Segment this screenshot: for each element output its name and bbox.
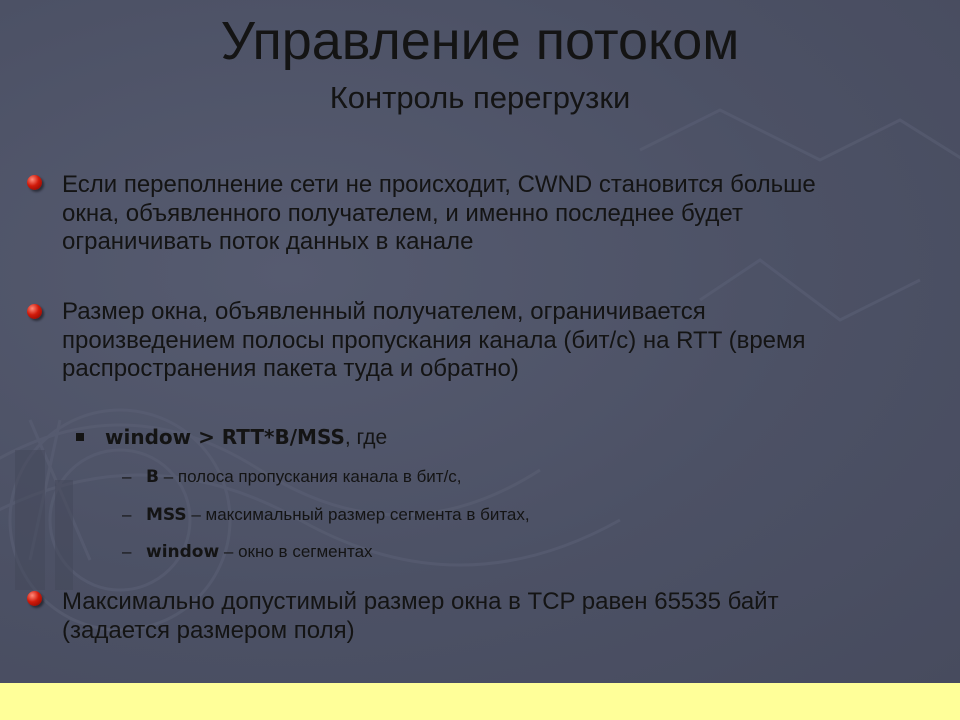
definition-term: window <box>146 542 220 562</box>
bullet-paragraph-3 <box>62 588 932 645</box>
formula-line <box>105 424 387 451</box>
bullet-3-line-2: (задается размером поля) <box>62 616 355 644</box>
bullet-2-line-2: произведением полосы пропускания канала (бит/с) на RTT (время <box>62 326 806 354</box>
definition-text: – окно в сегментах <box>219 542 373 561</box>
bullet-1-line-2: окна, объявленного получателем, и именно последнее будет <box>62 199 743 227</box>
slide-title: Управление потоком <box>220 11 740 71</box>
formula-expression: window > RTT*B/MSS <box>105 425 345 449</box>
dash-bullet: – <box>122 467 132 486</box>
bullet-3-line-1: Максимально допустимый размер окна в TCP равен 65535 байт <box>62 588 779 615</box>
red-ball-bullet-icon <box>27 304 42 319</box>
bullet-paragraph-1 <box>62 171 932 257</box>
definition-b <box>146 466 462 488</box>
definition-mss <box>146 504 530 526</box>
dash-bullet: – <box>122 505 132 524</box>
red-ball-bullet-icon <box>27 591 42 606</box>
bullet-1-line-3: ограничивать поток данных в канале <box>62 228 474 255</box>
definition-text: – максимальный размер сегмента в битах, <box>186 505 530 524</box>
square-bullet-icon <box>76 433 84 441</box>
bullet-paragraph-2 <box>62 298 932 384</box>
footer-band <box>0 683 960 720</box>
red-ball-bullet-icon <box>27 175 42 190</box>
bullet-2-line-1: Размер окна, объявленный получателем, ограничивается <box>62 298 706 325</box>
slide-subtitle: Контроль перегрузки <box>329 80 631 115</box>
dash-bullet: – <box>122 542 132 561</box>
bullet-2-line-3: распространения пакета туда и обратно) <box>62 355 519 382</box>
definition-text: – полоса пропускания канала в бит/с, <box>158 467 462 486</box>
bullet-1-line-1: Если переполнение сети не происходит, CWND становится больше <box>62 171 816 198</box>
definition-term: MSS <box>146 505 187 525</box>
definition-window <box>146 541 373 563</box>
definition-term: B <box>146 467 159 487</box>
formula-suffix: , где <box>344 426 388 449</box>
